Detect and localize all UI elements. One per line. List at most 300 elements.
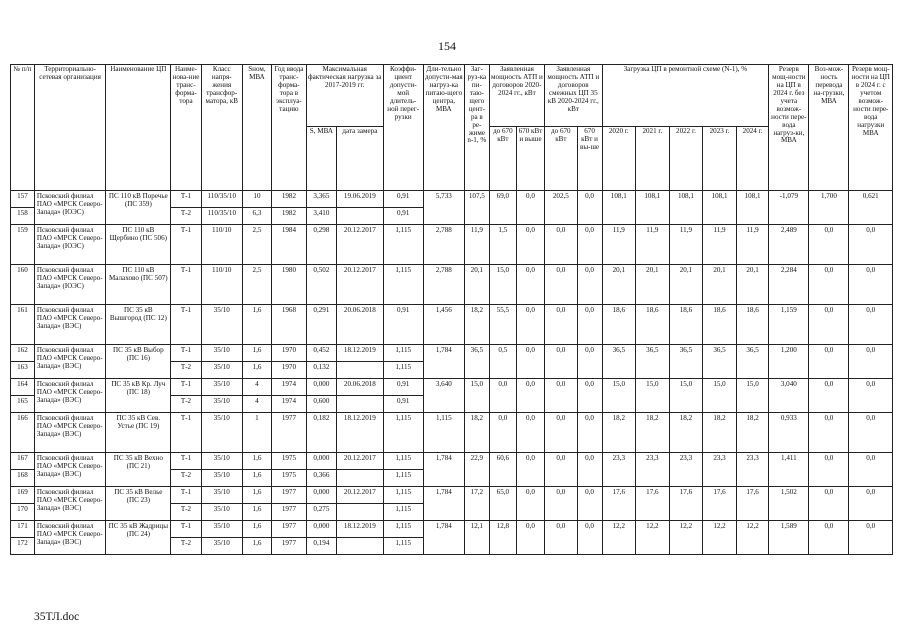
cell-snom: 2,5 — [242, 225, 271, 265]
cell-transformer: Т-2 — [171, 362, 201, 379]
cell-snom: 6,3 — [242, 208, 271, 225]
cell-res2: 0,0 — [849, 453, 893, 487]
cell-year-load: 18,2 — [602, 413, 636, 453]
cell-s: 0,000 — [306, 379, 336, 396]
cell-coef: 1,115 — [383, 470, 423, 487]
cell-b2: 0,0 — [577, 413, 602, 453]
cell-b1: 0,0 — [545, 265, 578, 305]
cell-date — [337, 396, 384, 413]
header-reserve-with: Резерв мощ-ности на ЦП в 2024 г. с учетом возмож-ности пере-вода нагрузки МВА — [849, 65, 893, 191]
cell-voltage: 110/35/10 — [201, 208, 242, 225]
cell-no: 159 — [11, 225, 35, 265]
cell-dur: 5,733 — [423, 191, 464, 225]
cell-res: 1,200 — [769, 345, 809, 379]
cell-s: 0,194 — [306, 538, 336, 555]
cell-date: 20.12.2017 — [337, 487, 384, 504]
cell-res2: 0,0 — [849, 521, 893, 555]
cell-transformer: Т-1 — [171, 521, 201, 538]
cell-b2: 0,0 — [577, 379, 602, 413]
header-y2021: 2021 г. — [636, 127, 670, 191]
cell-year: 1975 — [272, 470, 307, 487]
header-y2020: 2020 г. — [602, 127, 636, 191]
cell-year-load: 18,2 — [669, 413, 703, 453]
cell-b1: 0,0 — [545, 305, 578, 345]
cell-b2: 0,0 — [577, 225, 602, 265]
header-load-repair: Заг-руз-ка пи-таю-щего цент-ра в ре-жиме n-1, % — [464, 65, 489, 191]
cell-year-load: 23,3 — [602, 453, 636, 487]
cell-no: 166 — [11, 413, 35, 453]
header-declared: Заявленная мощность АТП и договоров 2020-2024 гг., кВт — [489, 65, 544, 127]
cell-year-load: 108,1 — [703, 191, 737, 225]
table-row — [11, 225, 893, 265]
cell-year-load: 108,1 — [669, 191, 703, 225]
cell-s: 0,298 — [306, 225, 336, 265]
cell-year: 1974 — [272, 379, 307, 396]
cell-center: ПС 110 кВ Поречье (ПС 359) — [106, 191, 171, 225]
cell-voltage: 35/10 — [201, 504, 242, 521]
cell-center: ПС 110 кВ Щербино (ПС 506) — [106, 225, 171, 265]
header-reserve-without: Резерв мощ-ности на ЦП в 2024 г. без учета возмож-ности пере-вода нагруз-ки, МВА — [769, 65, 809, 191]
cell-year-load: 12,2 — [669, 521, 703, 555]
header-to670: до 670 кВт — [489, 127, 516, 191]
cell-year-load: 11,9 — [736, 225, 769, 265]
cell-load: 18,2 — [464, 305, 489, 345]
cell-s: 0,275 — [306, 504, 336, 521]
cell-tr: 0,0 — [809, 265, 849, 305]
cell-year-load: 15,0 — [602, 379, 636, 413]
cell-year-load: 18,6 — [602, 305, 636, 345]
cell-no: 161 — [11, 305, 35, 345]
cell-a1: 15,0 — [489, 265, 516, 305]
cell-coef: 1,115 — [383, 538, 423, 555]
cell-no: 170 — [11, 504, 35, 521]
cell-coef: 0,91 — [383, 379, 423, 396]
cell-snom: 1,6 — [242, 470, 271, 487]
cell-year-load: 18,2 — [703, 413, 737, 453]
cell-no: 162 — [11, 345, 35, 362]
cell-a2: 0,0 — [516, 413, 544, 453]
cell-no: 171 — [11, 521, 35, 538]
cell-center: ПС 110 кВ Малахово (ПС 507) — [106, 265, 171, 305]
cell-res: 1,159 — [769, 305, 809, 345]
cell-year-load: 108,1 — [736, 191, 769, 225]
header-no: № п/п — [11, 65, 35, 191]
cell-tr: 0,0 — [809, 379, 849, 413]
cell-coef: 1,115 — [383, 487, 423, 504]
cell-org: Псковский филиал ПАО «МРСК Северо-Запада» (ЮЭС) — [34, 191, 106, 225]
cell-org: Псковский филиал ПАО «МРСК Северо-Запада» (ВЭС) — [34, 487, 106, 521]
cell-year-load: 17,6 — [703, 487, 737, 521]
cell-date: 18.12.2019 — [337, 413, 384, 453]
cell-coef: 0,91 — [383, 396, 423, 413]
cell-s: 0,291 — [306, 305, 336, 345]
table-row — [11, 305, 893, 345]
cell-b1: 0,0 — [545, 345, 578, 379]
cell-year-load: 17,6 — [602, 487, 636, 521]
cell-transformer: Т-1 — [171, 487, 201, 504]
cell-year-load: 23,3 — [636, 453, 670, 487]
cell-year: 1977 — [272, 538, 307, 555]
cell-snom: 2,5 — [242, 265, 271, 305]
cell-year-load: 15,0 — [703, 379, 737, 413]
cell-coef: 1,115 — [383, 453, 423, 470]
table-row — [11, 379, 893, 396]
page-number: 154 — [438, 39, 456, 53]
header-duration-load: Дли-тельно допусти-мая нагруз-ка питаю-щего центра, МВА — [423, 65, 464, 191]
cell-a1: 0,5 — [489, 345, 516, 379]
cell-a2: 0,0 — [516, 225, 544, 265]
header-s: S, МВА — [306, 127, 336, 191]
cell-year-load: 11,9 — [669, 225, 703, 265]
header-y2022: 2022 г. — [669, 127, 703, 191]
cell-voltage: 35/10 — [201, 487, 242, 504]
cell-org: Псковский филиал ПАО «МРСК Северо-Запада» (ВЭС) — [34, 453, 106, 487]
cell-s: 0,452 — [306, 345, 336, 362]
cell-year-load: 18,2 — [636, 413, 670, 453]
header-over670-adj: 670 кВт и вы-ше — [577, 127, 602, 191]
cell-year-load: 18,6 — [703, 305, 737, 345]
header-date: дата замера — [337, 127, 384, 191]
cell-a2: 0,0 — [516, 265, 544, 305]
cell-voltage: 110/10 — [201, 265, 242, 305]
cell-a2: 0,0 — [516, 345, 544, 379]
cell-center: ПС 35 кВ Вышгород (ПС 12) — [106, 305, 171, 345]
cell-year-load: 23,3 — [703, 453, 737, 487]
cell-no: 158 — [11, 208, 35, 225]
header-year: Год ввода транс-форма-тора в эксплуа-тацию — [272, 65, 307, 191]
cell-load: 11,9 — [464, 225, 489, 265]
cell-year-load: 15,0 — [636, 379, 670, 413]
cell-s: 0,502 — [306, 265, 336, 305]
cell-a1: 0,0 — [489, 379, 516, 413]
cell-b1: 202,5 — [545, 191, 578, 225]
cell-year-load: 20,1 — [602, 265, 636, 305]
cell-snom: 10 — [242, 191, 271, 208]
cell-year: 1977 — [272, 487, 307, 504]
cell-year-load: 20,1 — [703, 265, 737, 305]
cell-org: Псковский филиал ПАО «МРСК Северо-Запада» (ВЭС) — [34, 305, 106, 345]
cell-year-load: 18,6 — [636, 305, 670, 345]
cell-transformer: Т-1 — [171, 305, 201, 345]
header-transfer: Воз-мож-ность перевода на-грузки, МВА — [809, 65, 849, 191]
cell-a1: 60,6 — [489, 453, 516, 487]
cell-transformer: Т-1 — [171, 453, 201, 470]
table-row — [11, 191, 893, 208]
header-coef: Коэффи-циент допусти-мой длитель-ной перег-рузки — [383, 65, 423, 191]
header-declared-adjacent: Заявленная мощность АТП и договоров смежных ЦП 35 кВ 2020-2024 гг., кВт — [545, 65, 602, 127]
cell-date: 20.12.2017 — [337, 453, 384, 470]
cell-dur: 2,788 — [423, 225, 464, 265]
cell-tr: 0,0 — [809, 487, 849, 521]
cell-year-load: 12,2 — [736, 521, 769, 555]
cell-year-load: 20,1 — [636, 265, 670, 305]
table-row — [11, 521, 893, 538]
cell-year: 1970 — [272, 362, 307, 379]
cell-year-load: 12,2 — [636, 521, 670, 555]
cell-b1: 0,0 — [545, 487, 578, 521]
cell-date — [337, 208, 384, 225]
cell-b2: 0,0 — [577, 345, 602, 379]
cell-voltage: 110/35/10 — [201, 191, 242, 208]
cell-year-load: 15,0 — [669, 379, 703, 413]
cell-res: -1,079 — [769, 191, 809, 225]
cell-snom: 4 — [242, 396, 271, 413]
cell-year: 1984 — [272, 225, 307, 265]
cell-snom: 1,6 — [242, 521, 271, 538]
cell-b2: 0,0 — [577, 487, 602, 521]
cell-load: 22,9 — [464, 453, 489, 487]
cell-coef: 0,91 — [383, 191, 423, 208]
cell-voltage: 35/10 — [201, 521, 242, 538]
cell-res2: 0,0 — [849, 305, 893, 345]
cell-date: 20.12.2017 — [337, 265, 384, 305]
cell-a2: 0,0 — [516, 487, 544, 521]
cell-res2: 0,0 — [849, 225, 893, 265]
cell-transformer: Т-1 — [171, 225, 201, 265]
cell-snom: 1,6 — [242, 345, 271, 362]
cell-b1: 0,0 — [545, 413, 578, 453]
cell-transformer: Т-2 — [171, 208, 201, 225]
cell-tr: 0,0 — [809, 225, 849, 265]
cell-no: 168 — [11, 470, 35, 487]
cell-snom: 1,6 — [242, 362, 271, 379]
cell-tr: 0,0 — [809, 345, 849, 379]
cell-snom: 1,6 — [242, 305, 271, 345]
cell-s: 3,365 — [306, 191, 336, 208]
cell-year-load: 23,3 — [669, 453, 703, 487]
cell-center: ПС 35 кВ Вехно (ПС 21) — [106, 453, 171, 487]
cell-res: 3,040 — [769, 379, 809, 413]
cell-voltage: 35/10 — [201, 470, 242, 487]
cell-load: 17,2 — [464, 487, 489, 521]
cell-year: 1968 — [272, 305, 307, 345]
table-row — [11, 453, 893, 470]
cell-date — [337, 538, 384, 555]
cell-res: 1,411 — [769, 453, 809, 487]
cell-year-load: 18,6 — [669, 305, 703, 345]
header-y2024: 2024 г. — [736, 127, 769, 191]
header-max-load: Максимальная фактическая нагрузка за 2017-2019 гг. — [306, 65, 383, 127]
cell-transformer: Т-2 — [171, 470, 201, 487]
cell-date — [337, 470, 384, 487]
cell-a1: 55,5 — [489, 305, 516, 345]
cell-year-load: 11,9 — [602, 225, 636, 265]
cell-dur: 1,115 — [423, 413, 464, 453]
cell-year: 1970 — [272, 345, 307, 362]
cell-transformer: Т-1 — [171, 413, 201, 453]
header-y2023: 2023 г. — [703, 127, 737, 191]
cell-voltage: 35/10 — [201, 413, 242, 453]
cell-res2: 0,0 — [849, 487, 893, 521]
cell-b1: 0,0 — [545, 453, 578, 487]
cell-a2: 0,0 — [516, 305, 544, 345]
cell-year: 1975 — [272, 453, 307, 470]
cell-no: 163 — [11, 362, 35, 379]
cell-year: 1980 — [272, 265, 307, 305]
cell-year-load: 36,5 — [602, 345, 636, 379]
cell-date: 20.06.2018 — [337, 379, 384, 396]
cell-res2: 0,621 — [849, 191, 893, 225]
header-snom: Sном, МВА — [242, 65, 271, 191]
cell-date: 20.06.2018 — [337, 305, 384, 345]
header-voltage: Класс напря-жения трансфор-матора, кВ — [201, 65, 242, 191]
cell-res2: 0,0 — [849, 413, 893, 453]
cell-year-load: 12,2 — [703, 521, 737, 555]
cell-load: 107,5 — [464, 191, 489, 225]
cell-year-load: 18,2 — [736, 413, 769, 453]
cell-transformer: Т-1 — [171, 345, 201, 362]
cell-coef: 1,115 — [383, 225, 423, 265]
cell-year-load: 18,6 — [736, 305, 769, 345]
cell-transformer: Т-2 — [171, 538, 201, 555]
cell-tr: 1,700 — [809, 191, 849, 225]
cell-no: 167 — [11, 453, 35, 470]
cell-res: 0,933 — [769, 413, 809, 453]
cell-no: 169 — [11, 487, 35, 504]
cell-voltage: 35/10 — [201, 453, 242, 470]
cell-year-load: 23,3 — [736, 453, 769, 487]
cell-a1: 1,5 — [489, 225, 516, 265]
cell-load: 15,0 — [464, 379, 489, 413]
cell-center: ПС 35 кВ Жадрицы (ПС 24) — [106, 521, 171, 555]
cell-year-load: 36,5 — [636, 345, 670, 379]
cell-year-load: 17,6 — [636, 487, 670, 521]
cell-a2: 0,0 — [516, 191, 544, 225]
cell-snom: 4 — [242, 379, 271, 396]
cell-dur: 1,784 — [423, 345, 464, 379]
table-body — [11, 191, 893, 555]
cell-s: 0,600 — [306, 396, 336, 413]
cell-dur: 3,640 — [423, 379, 464, 413]
cell-tr: 0,0 — [809, 521, 849, 555]
cell-date: 18.12.2019 — [337, 345, 384, 362]
table-row — [11, 413, 893, 453]
cell-coef: 1,115 — [383, 265, 423, 305]
cell-b1: 0,0 — [545, 521, 578, 555]
header-org: Территориально-сетевая организация — [34, 65, 106, 191]
cell-year-load: 17,6 — [736, 487, 769, 521]
cell-tr: 0,0 — [809, 413, 849, 453]
cell-a1: 12,8 — [489, 521, 516, 555]
cell-b2: 0,0 — [577, 521, 602, 555]
cell-date — [337, 362, 384, 379]
cell-dur: 1,456 — [423, 305, 464, 345]
cell-s: 3,410 — [306, 208, 336, 225]
cell-s: 0,000 — [306, 521, 336, 538]
cell-year-load: 108,1 — [636, 191, 670, 225]
cell-snom: 1,6 — [242, 538, 271, 555]
cell-res: 2,489 — [769, 225, 809, 265]
cell-year-load: 17,6 — [669, 487, 703, 521]
cell-s: 0,366 — [306, 470, 336, 487]
cell-center: ПС 35 кВ Кр. Луч (ПС 18) — [106, 379, 171, 413]
capacity-table — [10, 64, 893, 555]
cell-a1: 69,0 — [489, 191, 516, 225]
cell-coef: 1,115 — [383, 362, 423, 379]
cell-voltage: 35/10 — [201, 379, 242, 396]
cell-a2: 0,0 — [516, 453, 544, 487]
cell-coef: 1,115 — [383, 521, 423, 538]
header-over670: 670 кВт и выше — [516, 127, 544, 191]
cell-snom: 1,6 — [242, 504, 271, 521]
cell-load: 12,1 — [464, 521, 489, 555]
cell-transformer: Т-1 — [171, 265, 201, 305]
cell-coef: 1,115 — [383, 504, 423, 521]
cell-year: 1974 — [272, 396, 307, 413]
cell-s: 0,000 — [306, 453, 336, 470]
cell-coef: 1,115 — [383, 345, 423, 362]
cell-s: 0,132 — [306, 362, 336, 379]
cell-year-load: 15,0 — [736, 379, 769, 413]
cell-year-load: 20,1 — [736, 265, 769, 305]
cell-year: 1982 — [272, 191, 307, 208]
cell-year-load: 11,9 — [703, 225, 737, 265]
cell-date: 19.06.2019 — [337, 191, 384, 208]
cell-year-load: 36,5 — [669, 345, 703, 379]
cell-res: 2,284 — [769, 265, 809, 305]
cell-dur: 1,784 — [423, 487, 464, 521]
cell-snom: 1,6 — [242, 453, 271, 470]
table-row — [11, 345, 893, 362]
cell-dur: 2,788 — [423, 265, 464, 305]
cell-tr: 0,0 — [809, 453, 849, 487]
cell-a2: 0,0 — [516, 379, 544, 413]
cell-voltage: 35/10 — [201, 345, 242, 362]
table-row — [11, 265, 893, 305]
table-row — [11, 487, 893, 504]
cell-b1: 0,0 — [545, 379, 578, 413]
cell-res2: 0,0 — [849, 379, 893, 413]
cell-s: 0,000 — [306, 487, 336, 504]
cell-voltage: 110/10 — [201, 225, 242, 265]
cell-load: 36,5 — [464, 345, 489, 379]
cell-org: Псковский филиал ПАО «МРСК Северо-Запада» (ВЭС) — [34, 521, 106, 555]
cell-date: 18.12.2019 — [337, 521, 384, 538]
cell-a1: 0,0 — [489, 413, 516, 453]
cell-center: ПС 35 кВ Велье (ПС 23) — [106, 487, 171, 521]
cell-date: 20.12.2017 — [337, 225, 384, 265]
cell-voltage: 35/10 — [201, 362, 242, 379]
cell-year: 1977 — [272, 413, 307, 453]
cell-res2: 0,0 — [849, 345, 893, 379]
cell-voltage: 35/10 — [201, 396, 242, 413]
cell-a1: 65,0 — [489, 487, 516, 521]
cell-b2: 0,0 — [577, 191, 602, 225]
cell-no: 172 — [11, 538, 35, 555]
cell-transformer: Т-1 — [171, 191, 201, 208]
cell-coef: 0,91 — [383, 208, 423, 225]
cell-load: 18,2 — [464, 413, 489, 453]
cell-date — [337, 504, 384, 521]
cell-org: Псковский филиал ПАО «МРСК Северо-Запада» (ЮЭС) — [34, 225, 106, 265]
cell-load: 20,1 — [464, 265, 489, 305]
cell-year: 1982 — [272, 208, 307, 225]
cell-voltage: 35/10 — [201, 538, 242, 555]
cell-snom: 1 — [242, 413, 271, 453]
cell-b1: 0,0 — [545, 225, 578, 265]
cell-dur: 1,784 — [423, 453, 464, 487]
cell-coef: 0,91 — [383, 305, 423, 345]
cell-s: 0,182 — [306, 413, 336, 453]
cell-voltage: 35/10 — [201, 305, 242, 345]
cell-b2: 0,0 — [577, 265, 602, 305]
cell-year-load: 108,1 — [602, 191, 636, 225]
cell-year: 1977 — [272, 521, 307, 538]
cell-res: 1,589 — [769, 521, 809, 555]
cell-no: 164 — [11, 379, 35, 396]
cell-no: 165 — [11, 396, 35, 413]
cell-year: 1977 — [272, 504, 307, 521]
